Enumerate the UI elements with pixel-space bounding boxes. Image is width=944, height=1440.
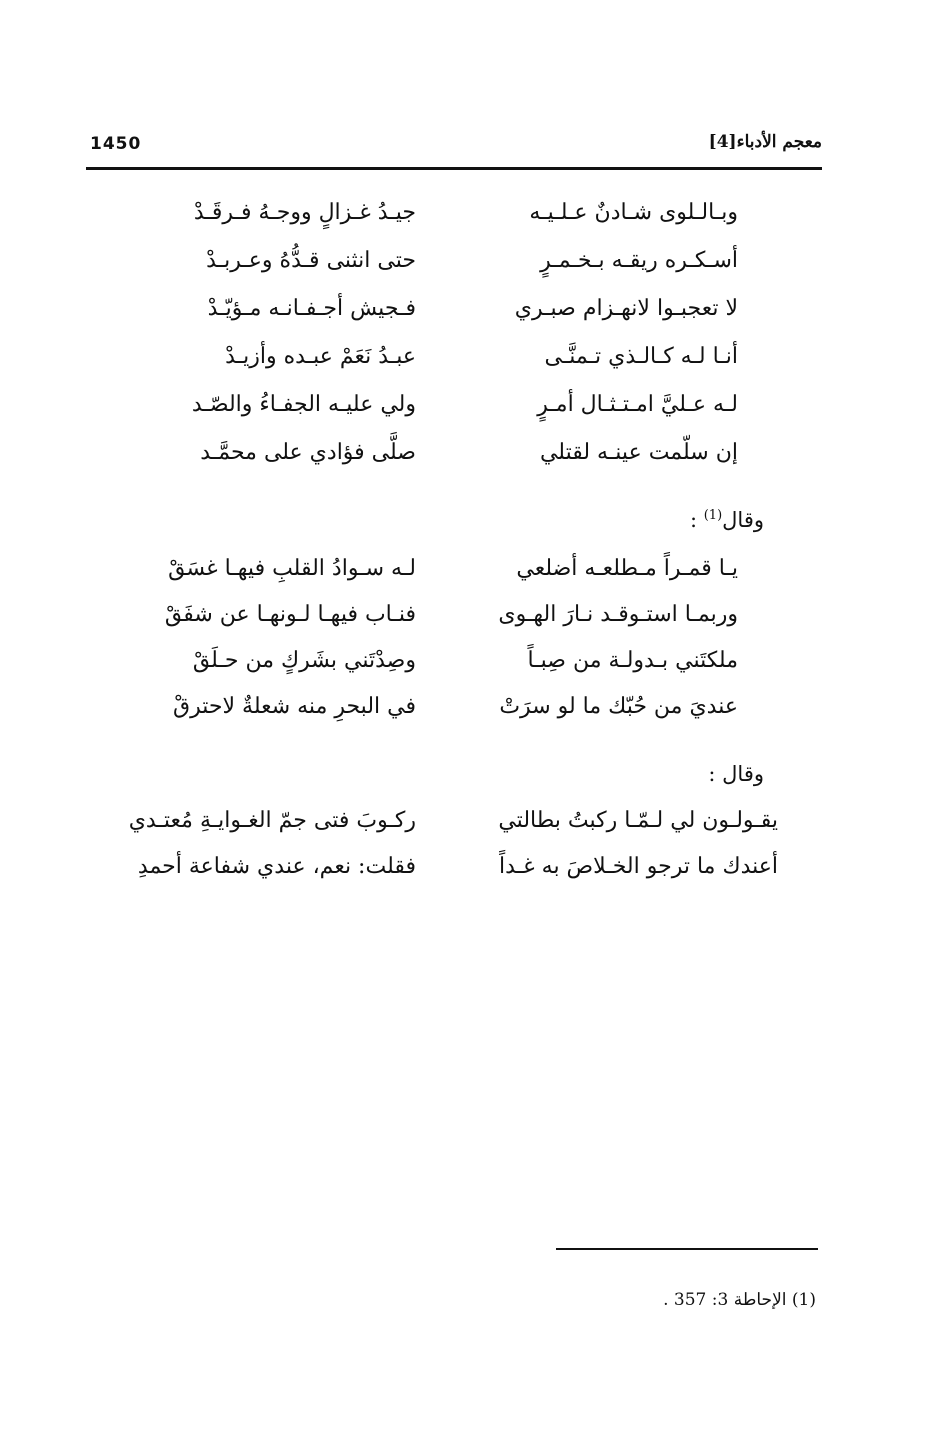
verse-line: [0, 694, 944, 734]
page-number: 1450: [90, 134, 142, 154]
second-hemistich: ولي عليـه الجفـاءُ والصّـد: [191, 392, 416, 417]
first-hemistich: أسـكـره ريقـه بـخـمـرٍ: [540, 248, 738, 273]
second-hemistich: جيـدُ غـزالٍ ووجـهُ فـرقَـدْ: [193, 200, 416, 225]
page-header: [86, 128, 822, 168]
second-hemistich: فنـاب فيهـا لـونهـا عن شفَقْ: [164, 602, 416, 627]
footnote-rule: [556, 1248, 818, 1250]
first-hemistich: لـه عـليَّ امـتـثـال أمـرٍ: [537, 392, 738, 417]
first-hemistich: عنديَ من حُبّك ما لو سرَتْ: [499, 694, 738, 719]
first-hemistich: أعندك ما ترجو الخـلاصَ به غـداً: [499, 854, 778, 879]
verse-line: [0, 556, 944, 596]
intro-text: وقال: [722, 508, 764, 532]
verse-line: [0, 854, 944, 894]
second-hemistich: صلَّى فؤادي على محمَّـد: [200, 440, 416, 465]
verse-line: [0, 296, 944, 336]
first-hemistich: يـا قمـراً مـطلعـه أضلعي: [516, 556, 738, 581]
verse-line: [0, 200, 944, 240]
second-hemistich: عبـدُ نَعَمْ عبـده وأزيـدْ: [225, 344, 416, 369]
second-hemistich: في البحرِ منه شعلةٌ لاحترقْ: [173, 694, 416, 719]
footnote-ref: (1): [703, 508, 723, 523]
verse-line: [0, 602, 944, 642]
second-hemistich: وصِدْتَني بشَركٍ من حـلَقْ: [192, 648, 416, 673]
header-rule: [86, 167, 822, 170]
verse-line: [0, 248, 944, 288]
verse-line: [0, 808, 944, 848]
verse-line: [0, 392, 944, 432]
second-hemistich: ركـوبَ فتى جمّ الغـوايـةِ مُعتـدي: [128, 808, 416, 833]
first-hemistich: إن سلّمت عينـه لقتلي: [539, 440, 738, 465]
running-title: معجم الأدباء[4]: [708, 132, 822, 152]
verse-line: [0, 648, 944, 688]
footnote: (1) الإحاطة 3: 357 .: [663, 1290, 816, 1310]
second-hemistich: فقلت: نعم، عندي شفاعة أحمدِ: [137, 854, 416, 879]
first-hemistich: أنـا لـه كـالـذي تـمنَّـى: [544, 344, 738, 369]
first-hemistich: وبـالـلوى شـادنٌ عـلـيـه: [529, 200, 738, 225]
verse-line: [0, 440, 944, 480]
first-hemistich: لا تعجبـوا لانهـزام صبـري: [514, 296, 738, 321]
second-hemistich: لـه سـوادُ القلبِ فيهـا غسَقْ: [168, 556, 416, 581]
poem-3-intro: وقال :: [708, 762, 764, 786]
second-hemistich: حتى انثنى قـدُّهُ وعـربـدْ: [206, 248, 416, 273]
verse-line: [0, 344, 944, 384]
poem-2-intro: [690, 508, 764, 532]
first-hemistich: ملكتَني بـدولـة من صِبـاً: [527, 648, 738, 673]
intro-colon: :: [689, 508, 698, 532]
first-hemistich: يقـولـون لي لـمّـا ركبتُ بطالتي: [498, 808, 778, 833]
first-hemistich: وربمـا استـوقـد نـارَ الهـوى: [498, 602, 738, 627]
second-hemistich: فـجيش أجـفـانـه مـؤيّـدْ: [207, 296, 416, 321]
